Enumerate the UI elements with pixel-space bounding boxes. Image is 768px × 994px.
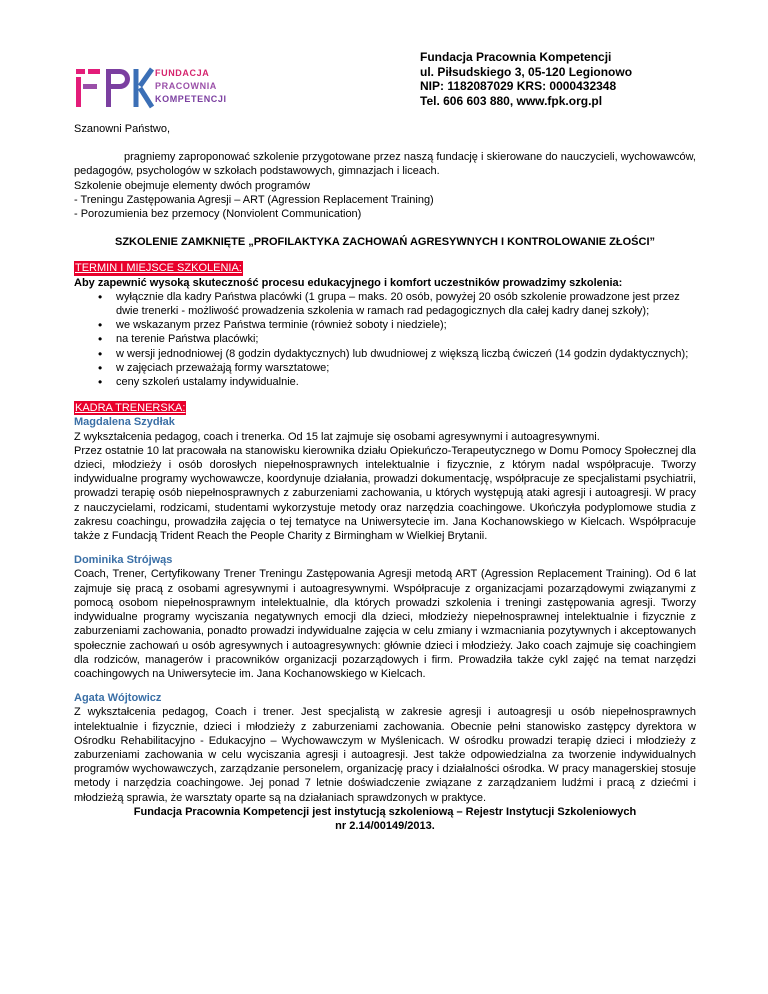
footer-line-1: Fundacja Pracownia Kompetencji jest instytucją szkoleniową – Rejestr Instytucji Szkoleniowych — [133, 805, 637, 818]
letterhead-contact: Tel. 606 603 880, www.fpk.org.pl — [420, 93, 603, 108]
intro-paragraph: pragniemy zaproponować szkolenie przygotowane przez naszą fundację i skierowane do nauczycieli, wychowawców, pedagogów, psychologów w szkołach podstawowych, gimnazjach i liceach. — [74, 151, 696, 178]
termin-lead: Aby zapewnić wysoką skuteczność procesu edukacyjnego i komfort uczestników prowadzimy szkolenia: — [74, 276, 623, 289]
letterhead — [420, 50, 720, 108]
trainer-name-wojtowicz: Agata Wójtowicz — [74, 692, 162, 705]
trainer-name-strojwas: Dominika Strójwąs — [74, 554, 173, 567]
list-item: • wyłącznie dla kadry Państwa placówki (1 grupa – maks. 20 osób, powyżej 20 osób szkolenie prowadzone jest przez dwie trenerki - możliwość prowadzenia szkolenia w ramach rad pedagogicznych dla całej kadry danej szkoły); — [116, 290, 696, 318]
trainer-bio-strojwas: Coach, Trener, Certyfikowany Trener Treningu Zastępowania Agresji metodą ART (Agression Replacement Training). Od 6 lat zajmuje się pracą z osobami agresywnymi i autoagresywnymi. Współpracuje z organizacjami pozarządowymi związanymi z pomocą osobom niepełnosprawnym intelektualnie, dla których prowadzi szkolenia i treningi zastępowania agresji. Tworzy indywidualne programy wyciszania negatywnych emocji dla dzieci, młodzieży niepełnosprawnej intelektualnie i fizycznie z zaburzeniami zachowania, ponadto prowadzi indywidualne zajęcia w celu zmiany i wzmacniania pozytywnych i akceptowanych społecznie zachowań u osób agresywnych i autoagresywnych: głównie dzieci i młodzieży. Jako coach zajmuje się coachingiem dla rodziców, managerów i pracowników organizacji pozarządowych i firm. Prowadziła także cykl zajęć na temat narzędzi coachingowych na Uniwersytecie im. Jana Kochanowskiego w Kielcach. — [74, 568, 696, 680]
logo-line-2: PRACOWNIA — [155, 81, 217, 91]
intro-programs-lead: Szkolenie obejmuje elementy dwóch programów — [74, 179, 311, 192]
intro-program-nvc: - Porozumienia bez przemocy (Nonviolent Communication) — [74, 208, 362, 221]
list-item: • we wskazanym przez Państwa terminie (również soboty i niedziele); — [116, 318, 696, 332]
trainer-bio-szydlak: Przez ostatnie 10 lat pracowała na stanowisku kierownika działu Opiekuńczo-Terapeutycznego w Domu Pomocy Społecznej dla dzieci, młodzieży i osób dorosłych niepełnosprawnych intelektualnie i fizycznie, z którym nadal współpracuje. Tworzy indywidualne programy wychowawcze, koordynuje działania, prowadzi dokumentację, współpracuje ze specjalistami psychiatrii, prowadzi terapię osób niepełnosprawnych z zaburzeniami zachowania, u których występują ataki agresji i autoagresji. W pracy z nauczycielami, rodzicami, studentami wykorzystuje metody oraz narzędzia coachingowe. Ukończyła podyplomowe studia z zakresu coachingu, prowadziła zajęcia o tej tematyce na Uniwersytecie im. Jana Kochanowskiego w Kielcach. Współpracuje także z Fundacją Trident Reach the People Charity z Birmingham w Wielkiej Brytanii. — [74, 444, 696, 543]
letterhead-name: Fundacja Pracownia Kompetencji — [420, 50, 612, 64]
termin-list — [74, 290, 696, 389]
kadra-heading: KADRA TRENERSKA: — [75, 402, 186, 415]
footer-line-2: nr 2.14/00149/2013. — [335, 819, 435, 832]
termin-heading: TERMIN I MIEJSCE SZKOLENIA: — [75, 262, 242, 275]
logo-text — [155, 67, 227, 106]
list-item: • na terenie Państwa placówki; — [116, 332, 696, 346]
letterhead-address: ul. Piłsudskiego 3, 05-120 Legionowo — [420, 64, 633, 79]
list-item: • ceny szkoleń ustalamy indywidualnie. — [116, 375, 696, 389]
greeting: Szanowni Państwo, — [74, 123, 170, 135]
training-title: SZKOLENIE ZAMKNIĘTE „PROFILAKTYKA ZACHOWAŃ AGRESYWNYCH I KONTROLOWANIE ZŁOŚCI” — [114, 236, 655, 249]
intro-program-art: - Treningu Zastępowania Agresji – ART (Agression Replacement Training) — [74, 193, 434, 206]
trainer-name-szydlak: Magdalena Szydłak — [74, 416, 175, 429]
logo-line-3: KOMPETENCJI — [155, 94, 227, 104]
trainer-bio-wojtowicz: Z wykształcenia pedagog, Coach i trener. Jest specjalistą w zakresie agresji i autoagresji u osób niepełnosprawnych intelektualnie i fizycznie, dzieci i młodzieży z zaburzeniami zachowania. Obecnie pełni stanowisko zastępcy dyrektora w Ośrodku Rehabilitacyjno - Edukacyjno – Wychowawczym w Myślenicach. W ośrodku prowadzi terapię dzieci i młodzieży z zaburzeniami zachowania w celu wyciszania agresji i autoagresji. Jest także odpowiedzialna za tworzenie indywidualnych programów wychowawczych, zarządzanie personelem, organizację pracy i działalności ośrodka. W pracy managerskiej stosuje metody i narzędzia coachingowe. Jej ponad 7 letnie doświadczenie związane z zarządzaniem ludźmi i pracą z dziećmi i młodzieżą sprawia, że warsztaty oparte są na działaniach sprawdzonych w praktyce. — [74, 706, 696, 804]
logo-line-1: FUNDACJA — [155, 68, 210, 78]
trainer-intro-szydlak: Z wykształcenia pedagog, coach i trenerka. Od 15 lat zajmuje się osobami agresywnymi i autoagresywnymi. — [74, 430, 600, 443]
letterhead-nip-krs: NIP: 1182087029 KRS: 0000432348 — [420, 79, 617, 93]
list-item: • w zajęciach przeważają formy warsztatowe; — [116, 361, 696, 375]
list-item: • w wersji jednodniowej (8 godzin dydaktycznych) lub dwudniowej z większą liczbą ćwiczeń (14 godzin dydaktycznych); — [116, 347, 696, 361]
letter-body — [74, 122, 696, 833]
